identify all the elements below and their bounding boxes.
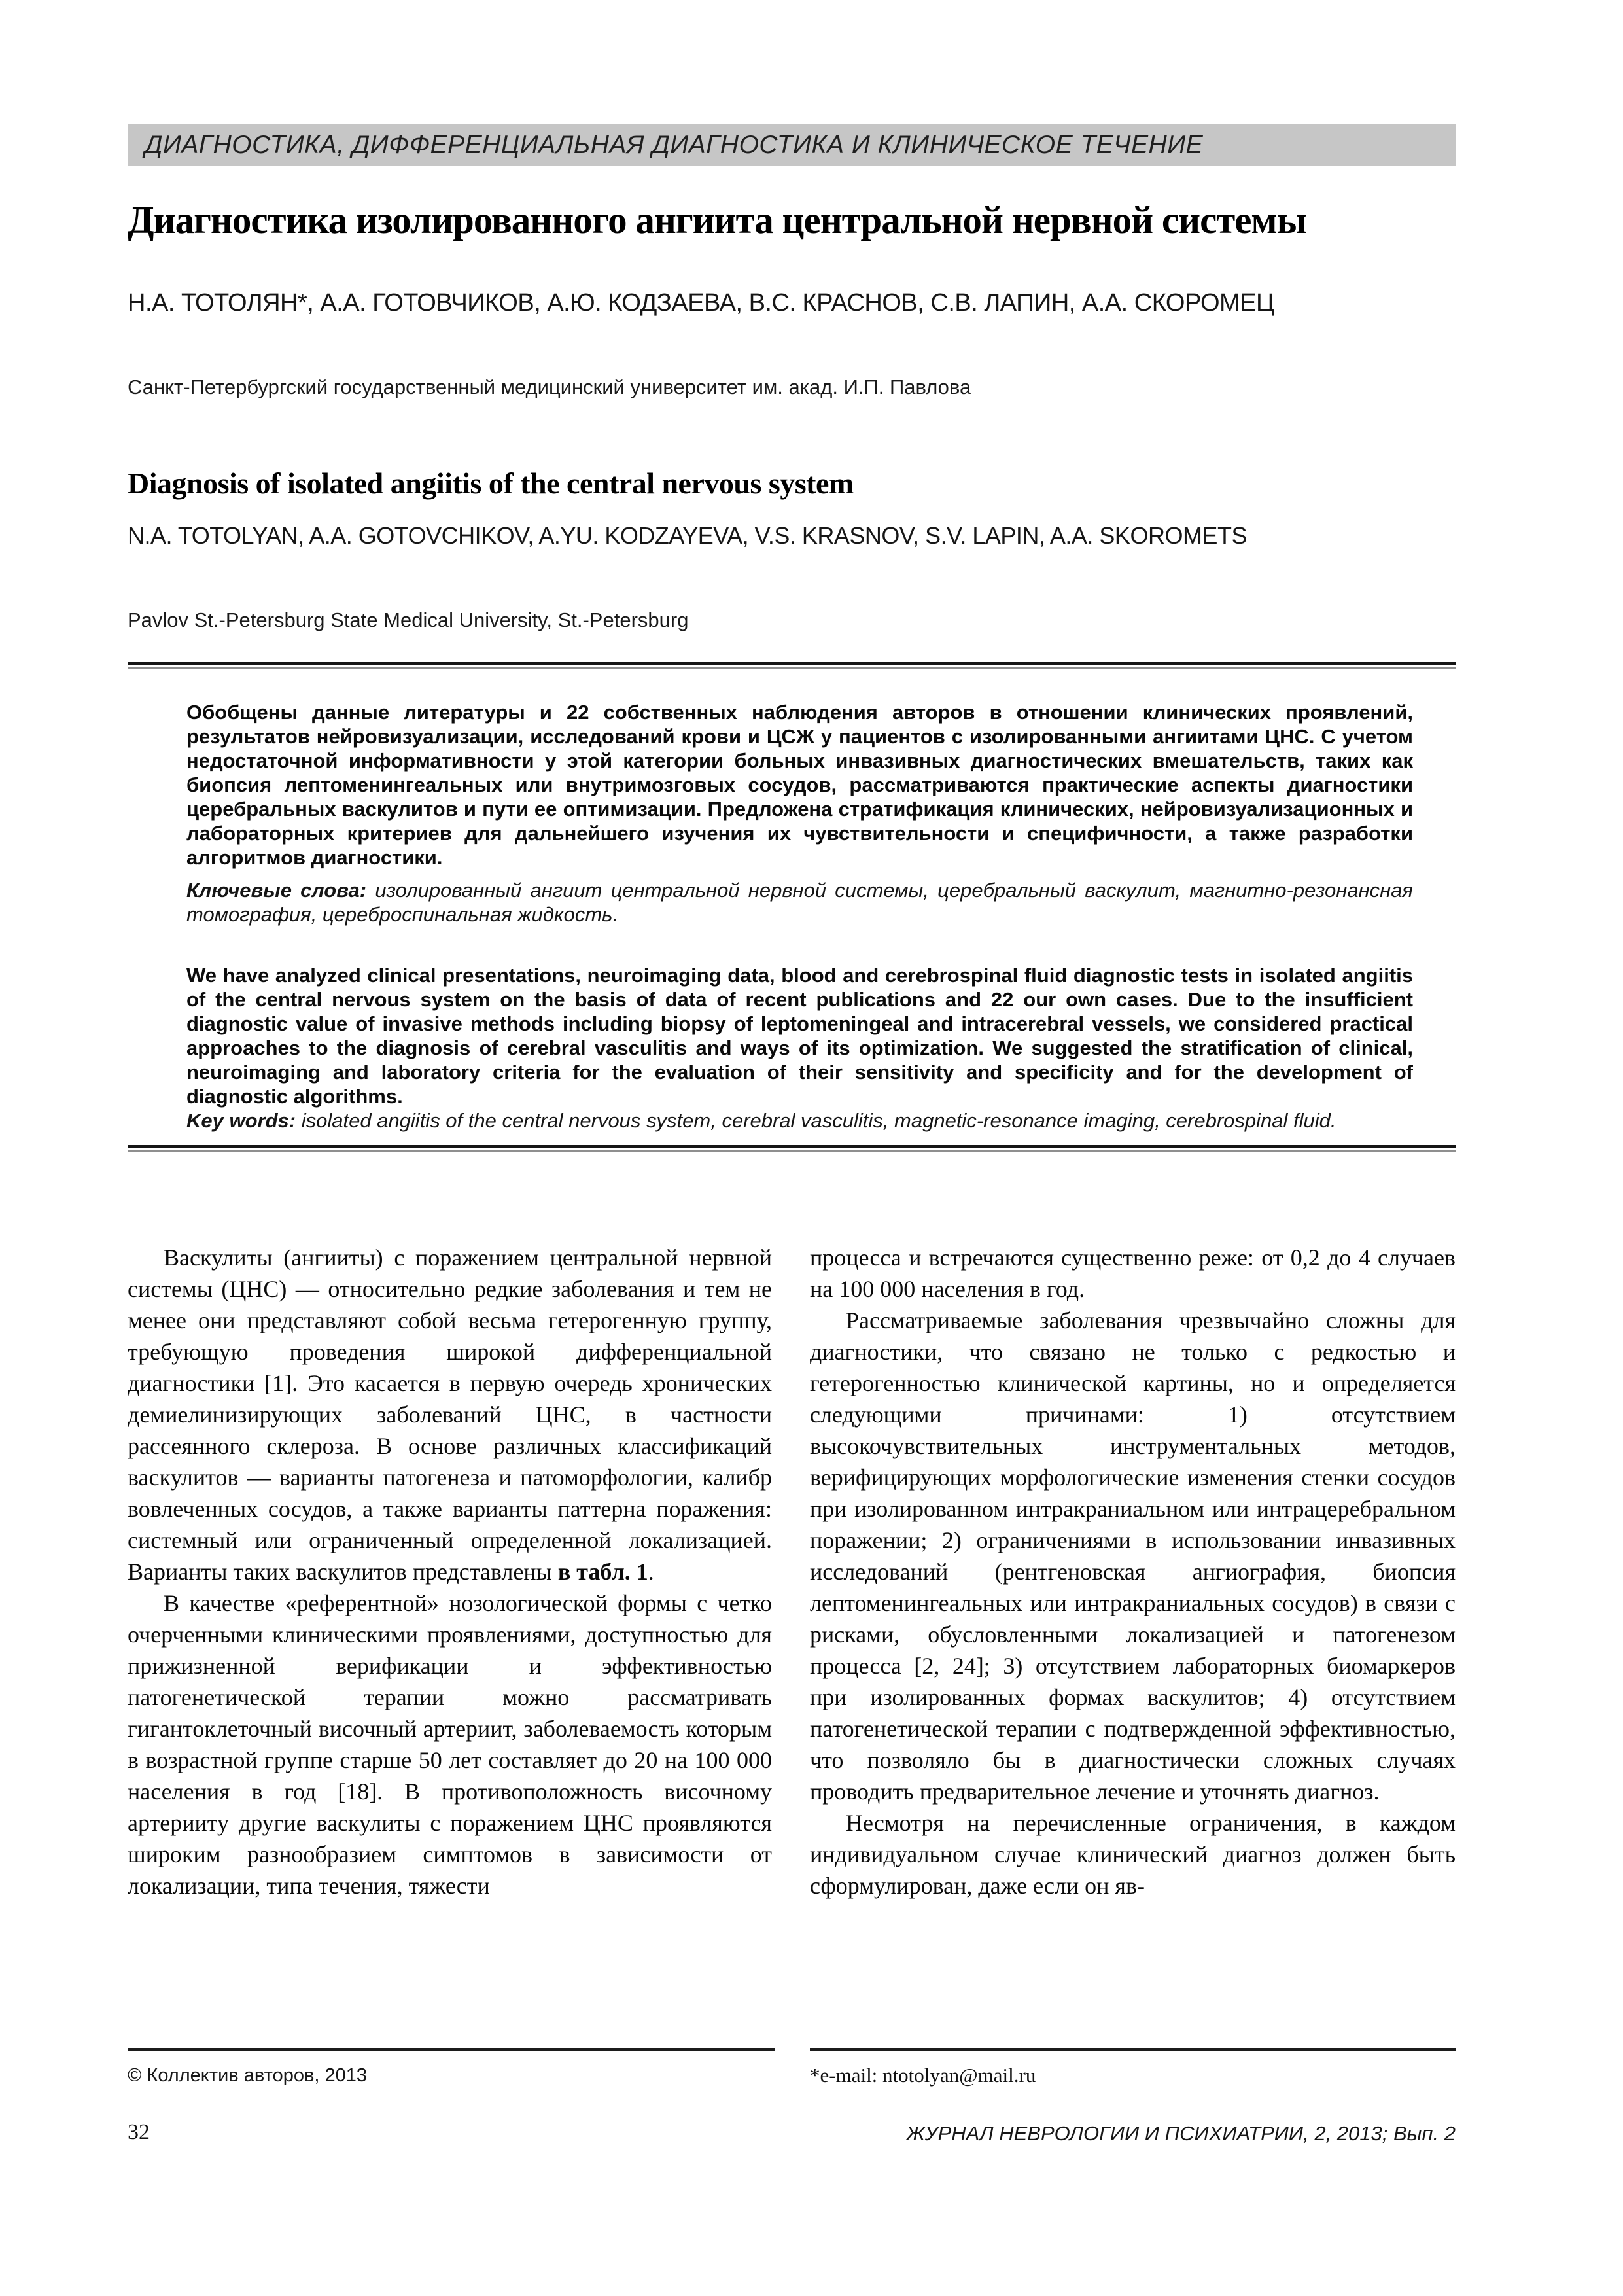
affiliation-ru: Санкт-Петербургский государственный медицинский университет им. акад. И.П. Павлова	[128, 376, 971, 398]
body-paragraph: Рассматриваемые заболевания чрезвычайно сложны для диагностики, что связано не только с редкостью и гетерогенностью клинической картины, но и определяется следующими причинами: 1) отсутствием высокочувствительных инструментальных методов, верифицирующих морфологические изменения стенки сосудов при изолированном интракраниальном или интрацеребральном поражении; 2) ограничениями в использовании инвазивных исследований (рентгеновская ангиография, биопсия лептоменингеальных или интракраниальных сосудов) в связи с рисками, обусловленными локализацией и патогенезом процесса [2, 24]; 3) отсутствием лабораторных биомаркеров при изолированных формах васкулитов; 4) отсутствием патогенетической терапии с подтвержденной эффективностью, что позволяло бы в диагностически сложных случаях проводить предварительное лечение и уточнять диагноз.	[810, 1307, 1456, 1805]
paragraph-text: .	[648, 1559, 654, 1585]
body-paragraph: процесса и встречаются существенно реже: от 0,2 до 4 случаев на 100 000 населения в год.	[810, 1245, 1456, 1302]
footnote-rule-left	[128, 2048, 775, 2051]
section-header: ДИАГНОСТИКА, ДИФФЕРЕНЦИАЛЬНАЯ ДИАГНОСТИКА И КЛИНИЧЕСКОЕ ТЕЧЕНИЕ	[145, 131, 1204, 159]
journal-title-line: ЖУРНАЛ НЕВРОЛОГИИ И ПСИХИАТРИИ, 2, 2013; Вып. 2	[906, 2122, 1456, 2145]
email-note: *e-mail: ntotolyan@mail.ru	[810, 2064, 1036, 2087]
abstract-en	[186, 963, 1413, 1108]
affiliation-en: Pavlov St.-Petersburg State Medical University, St.-Petersburg	[128, 609, 689, 631]
keywords-ru	[186, 878, 1413, 927]
body-column-right	[810, 1242, 1456, 1901]
authors-en: N.A. TOTOLYAN, A.A. GOTOVCHIKOV, A.YU. KODZAYEVA, V.S. KRASNOV, S.V. LAPIN, A.A. SKOROMETS	[128, 522, 1247, 549]
body-paragraph: В качестве «референтной» нозологической формы с четко очерченными клиническими проявлениями, доступностью для прижизненной верификации и эффективностью патогенетической терапии можно рассматривать гигантоклеточный височный артериит, заболеваемость которым в возрастной группе старше 50 лет составляет до 20 на 100 000 населения в год [18]. В противоположность височному артерииту другие васкулиты с поражением ЦНС проявляются широким разнообразием симптомов в зависимости от локализации, типа течения, тяжести	[128, 1590, 772, 1899]
article-title-en: Diagnosis of isolated angiitis of the central nervous system	[128, 467, 854, 500]
abstract-en-text: We have analyzed clinical presentations, neuroimaging data, blood and cerebrospinal fluid diagnostic tests in isolated angiitis of the central nervous system on the basis of data of recent publications and 22 our own cases. Due to the insufficient diagnostic value of invasive methods including biopsy of leptomeningeal and intracerebral vessels, we considered practical approaches to the diagnosis of cerebral vasculitis and ways of its optimization. We suggested the stratification of clinical, neuroimaging and laboratory criteria for the evaluation of their sensitivity and specificity and for the development of diagnostic algorithms.	[186, 964, 1413, 1108]
keywords-ru-label: Ключевые слова:	[186, 879, 367, 902]
abstract-ru-text: Обобщены данные литературы и 22 собственных наблюдения авторов в отношении клинических проявлений, результатов нейровизуализации, исследований крови и ЦСЖ у пациентов с изолированными ангиитами ЦНС. С учетом недостаточной информативности у этой категории больных инвазивных диагностических вмешательств, таких как биопсия лептоменингеальных или внутримозговых сосудов, рассматриваются практические аспекты диагностики церебральных васкулитов и пути ее оптимизации. Предложена стратификация клинических, нейровизуализационных и лабораторных критериев для дальнейшего изучения их чувствительности и специфичности, а также разработки алгоритмов диагностики.	[186, 701, 1413, 869]
article-title-ru: Диагностика изолированного ангиита центральной нервной системы	[128, 198, 1306, 241]
body-column-left	[128, 1242, 772, 1901]
keywords-en-label: Key words:	[186, 1109, 296, 1132]
keywords-ru-text: изолированный ангиит центральной нервной системы, церебральный васкулит, магнитно-резонансная томография, цереброспинальная жидкость.	[186, 879, 1413, 926]
keywords-en	[186, 1108, 1413, 1133]
table-reference: в табл. 1	[557, 1559, 648, 1585]
body-paragraph	[128, 1242, 772, 1587]
abstract-ru	[186, 700, 1413, 870]
copyright-note: © Коллектив авторов, 2013	[128, 2065, 368, 2086]
keywords-en-text: isolated angiitis of the central nervous system, cerebral vasculitis, magnetic-resonance imaging, cerebrospinal fluid.	[301, 1109, 1336, 1132]
page-number: 32	[128, 2120, 150, 2144]
footnote-rule-right	[810, 2048, 1456, 2051]
body-paragraph: Несмотря на перечисленные ограничения, в каждом индивидуальном случае клинический диагноз должен быть сформулирован, даже если он яв-	[810, 1810, 1456, 1899]
divider-rule-top	[128, 662, 1456, 669]
section-header-band	[128, 124, 1456, 166]
authors-ru: Н.А. ТОТОЛЯН*, А.А. ГОТОВЧИКОВ, А.Ю. КОДЗАЕВА, В.С. КРАСНОВ, С.В. ЛАПИН, А.А. СКОРОМЕЦ	[128, 289, 1274, 317]
divider-rule-bottom	[128, 1145, 1456, 1152]
paragraph-text: Васкулиты (ангииты) с поражением центральной нервной системы (ЦНС) — относительно редкие заболевания и тем не менее они представляют собой весьма гетерогенную группу, требующую проведения широкой дифференциальной диагностики [1]. Это касается в первую очередь хронических демиелинизирующих заболеваний ЦНС, в частности рассеянного склероза. В основе различных классификаций васкулитов — варианты патогенеза и патоморфологии, калибр вовлеченных сосудов, а также варианты паттерна поражения: системный или ограниченный определенной локализацией. Варианты таких васкулитов представлены	[128, 1245, 772, 1585]
